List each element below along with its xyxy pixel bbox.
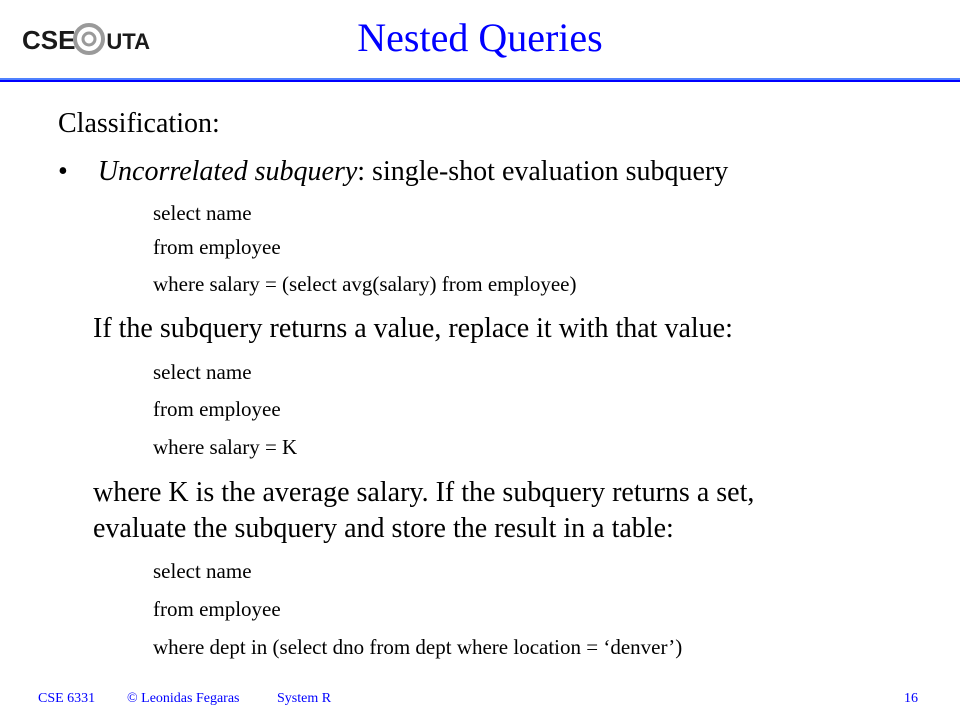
query1-line3: where salary = (select avg(salary) from employee) <box>153 272 577 296</box>
paragraph-average-line2: evaluate the subquery and store the result in a table: <box>93 513 674 544</box>
paragraph-average-line1: where K is the average salary. If the subquery returns a set, <box>93 477 755 508</box>
query2-line1: select name <box>153 360 252 384</box>
query3-line3: where dept in (select dno from dept where location = ‘denver’) <box>153 635 683 659</box>
bullet-item-uncorrelated <box>58 156 728 188</box>
query3-line2: from employee <box>153 597 281 621</box>
paragraph-replace-value: If the subquery returns a value, replace it with that value: <box>93 313 733 344</box>
footer-author: © Leonidas Fegaras <box>127 691 240 706</box>
query2-line3: where salary = K <box>153 435 298 459</box>
footer-course: CSE 6331 <box>38 691 96 706</box>
footer-page-number: 16 <box>904 691 918 706</box>
query2-line2: from employee <box>153 397 281 421</box>
classification-label: Classification: <box>58 108 220 139</box>
bullet-marker: • <box>58 156 68 187</box>
uncorrelated-term: Uncorrelated subquery <box>97 156 358 187</box>
title-rule <box>0 78 960 82</box>
logo-cse-letters: CSE <box>22 25 76 55</box>
logo-uta-letters: ATU <box>106 29 150 54</box>
query1-line1: select name <box>153 201 252 225</box>
query1-line2: from employee <box>153 235 281 259</box>
uncorrelated-description: : single-shot evaluation subquery <box>357 156 729 187</box>
slide-title: Nested Queries <box>357 15 603 60</box>
footer-topic: System R <box>277 691 332 706</box>
query3-line1: select name <box>153 559 252 583</box>
